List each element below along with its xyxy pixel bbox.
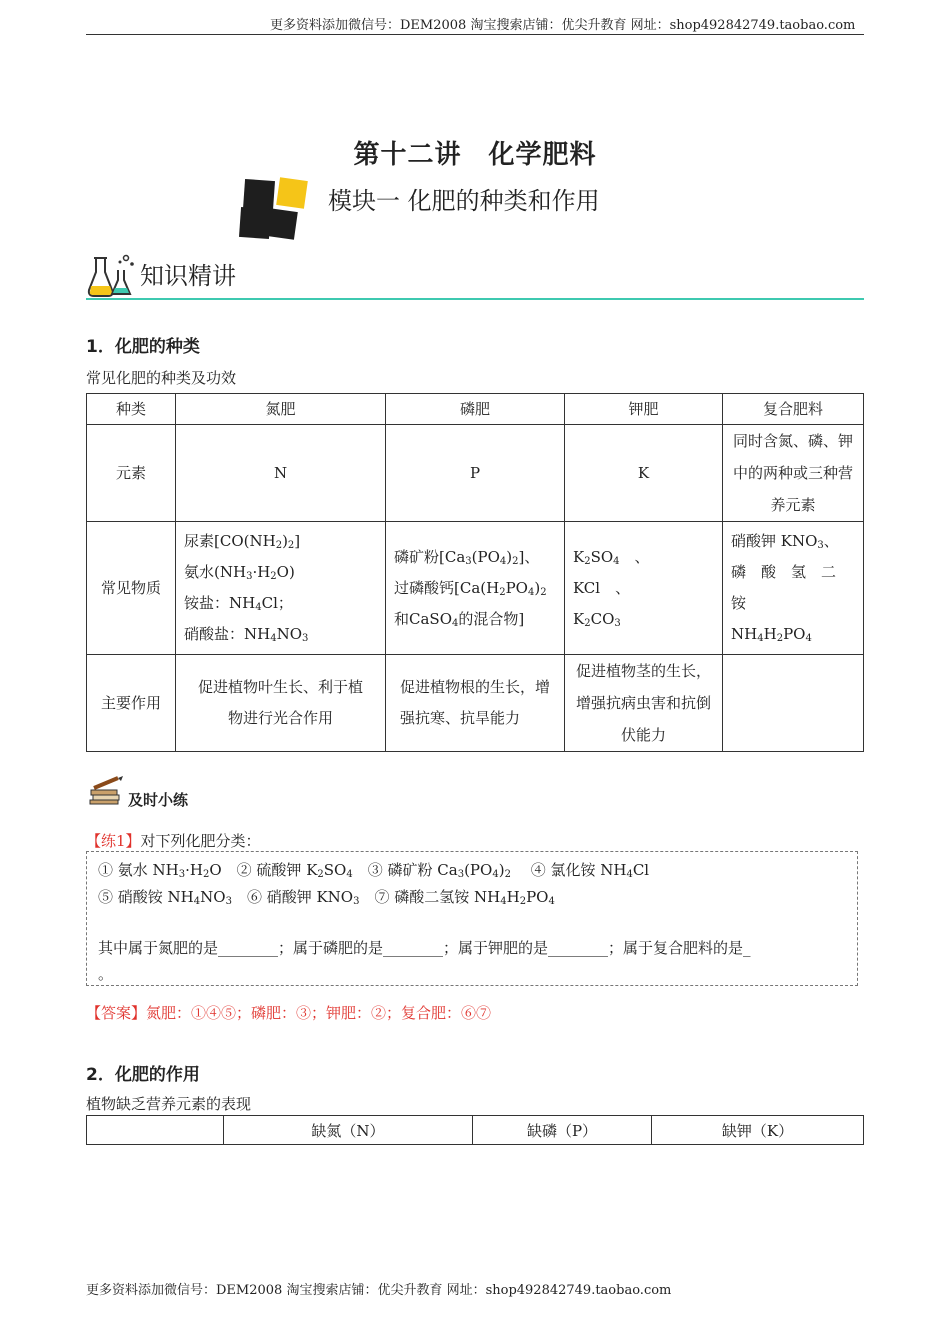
fertilizer-types-table (86, 393, 864, 752)
deficiency-table (86, 1115, 864, 1145)
row-label: 常见物质 (87, 522, 176, 655)
exercise-options-line-1: ① 氨水 $NH_3\cdot H_2O$ ② 硫酸钾 $K_2SO_4$ ③ 磷矿粉 $Ca_3(PO_4)_2$ ④ 氯化铵 $NH_4Cl$ (98, 861, 650, 880)
table-header-cell: 磷肥 (386, 394, 565, 425)
table-cell-nitrogen-substances: 尿素$[CO(NH_2)_2]$ 氨水$(NH_3\cdot H_2O)$ 铵盐：$NH_4Cl$； 硝酸盐：$NH_4NO_3$ (176, 522, 386, 655)
section-title: 知识精讲 (140, 262, 236, 290)
exercise-blank-end: 。 (98, 965, 114, 983)
table-cell-compound-substances: 硝酸钾 $KNO_3$、 磷 酸 氢 二 铵 $NH_4H_2PO_4$ (723, 522, 864, 655)
table-cell: 促进植物叶生长、利于植物进行光合作用 (176, 655, 386, 752)
table-header-cell: 钾肥 (565, 394, 723, 425)
table-header-cell: 缺磷（P） (473, 1116, 652, 1145)
table-cell-potassium-substances: $K_2SO_4$ 、 KCl 、 $K_2CO_3$ (565, 522, 723, 655)
page-footer: 更多资料添加微信号：DEM2008 淘宝搜索店铺：优尖升教育 网址：shop492842749.taobao.com (86, 1283, 672, 1298)
header-divider (86, 34, 864, 35)
answer-line (86, 1002, 491, 1023)
practice-label: 及时小练 (128, 791, 189, 809)
section-divider (86, 298, 864, 300)
part2-heading: 2．化肥的作用 (86, 1065, 200, 1085)
table-header-cell: 种类 (87, 394, 176, 425)
exercise-tag: 【练1】 (86, 832, 141, 850)
lab-flask-icon (86, 250, 138, 298)
table-cell: N (176, 425, 386, 522)
table-row (87, 425, 864, 522)
answer-tag: 【答案】 (86, 1004, 147, 1022)
row-label: 主要作用 (87, 655, 176, 752)
table-cell: 促进植物根的生长，增强抗寒、抗旱能力 (386, 655, 565, 752)
module-logo-icon (240, 176, 310, 242)
table-header-cell (87, 1116, 224, 1145)
table-cell: 同时含氮、磷、钾中的两种或三种营养元素 (723, 425, 864, 522)
page-header: 更多资料添加微信号：DEM2008 淘宝搜索店铺：优尖升教育 网址：shop492842749.taobao.com (270, 18, 856, 33)
table-row (87, 394, 864, 425)
table-cell: P (386, 425, 565, 522)
part1-heading: 1．化肥的种类 (86, 337, 200, 357)
part1-intro: 常见化肥的种类及功效 (86, 369, 237, 387)
table-header-cell: 缺氮（N） (224, 1116, 473, 1145)
exercise-options-line-2: ⑤ 硝酸铵 $NH_4NO_3$ ⑥ 硝酸钾 $KNO_3$ ⑦ 磷酸二氢铵 $NH_4H_2PO_4$ (98, 888, 555, 907)
module-title: 模块一 化肥的种类和作用 (328, 187, 600, 215)
exercise-blanks: 其中属于氮肥的是________；属于磷肥的是________；属于钾肥的是________；属于复合肥料的是_ (98, 939, 751, 957)
table-header-cell: 氮肥 (176, 394, 386, 425)
table-header-cell: 复合肥料 (723, 394, 864, 425)
table-row (87, 655, 864, 752)
table-cell: 促进植物茎的生长，增强抗病虫害和抗倒伏能力 (565, 655, 723, 752)
answer-text: 氮肥：①④⑤；磷肥：③；钾肥：②；复合肥：⑥⑦ (146, 1004, 492, 1022)
exercise-heading (86, 830, 261, 851)
table-cell: K (565, 425, 723, 522)
table-cell (723, 655, 864, 752)
exercise-text: 对下列化肥分类： (140, 832, 261, 850)
lecture-title: 第十二讲 化学肥料 (353, 140, 597, 170)
pencil-book-icon (88, 776, 124, 806)
table-row (87, 522, 864, 655)
part2-intro: 植物缺乏营养元素的表现 (86, 1095, 252, 1113)
table-header-cell: 缺钾（K） (652, 1116, 864, 1145)
table-row (87, 1116, 864, 1145)
table-cell-phosphorus-substances: 磷矿粉$[Ca_3(PO_4)_2]$、 过磷酸钙[$Ca(H_2PO_4)_2$ 和CaSO$_4$的混合物] (386, 522, 565, 655)
row-label: 元素 (87, 425, 176, 522)
